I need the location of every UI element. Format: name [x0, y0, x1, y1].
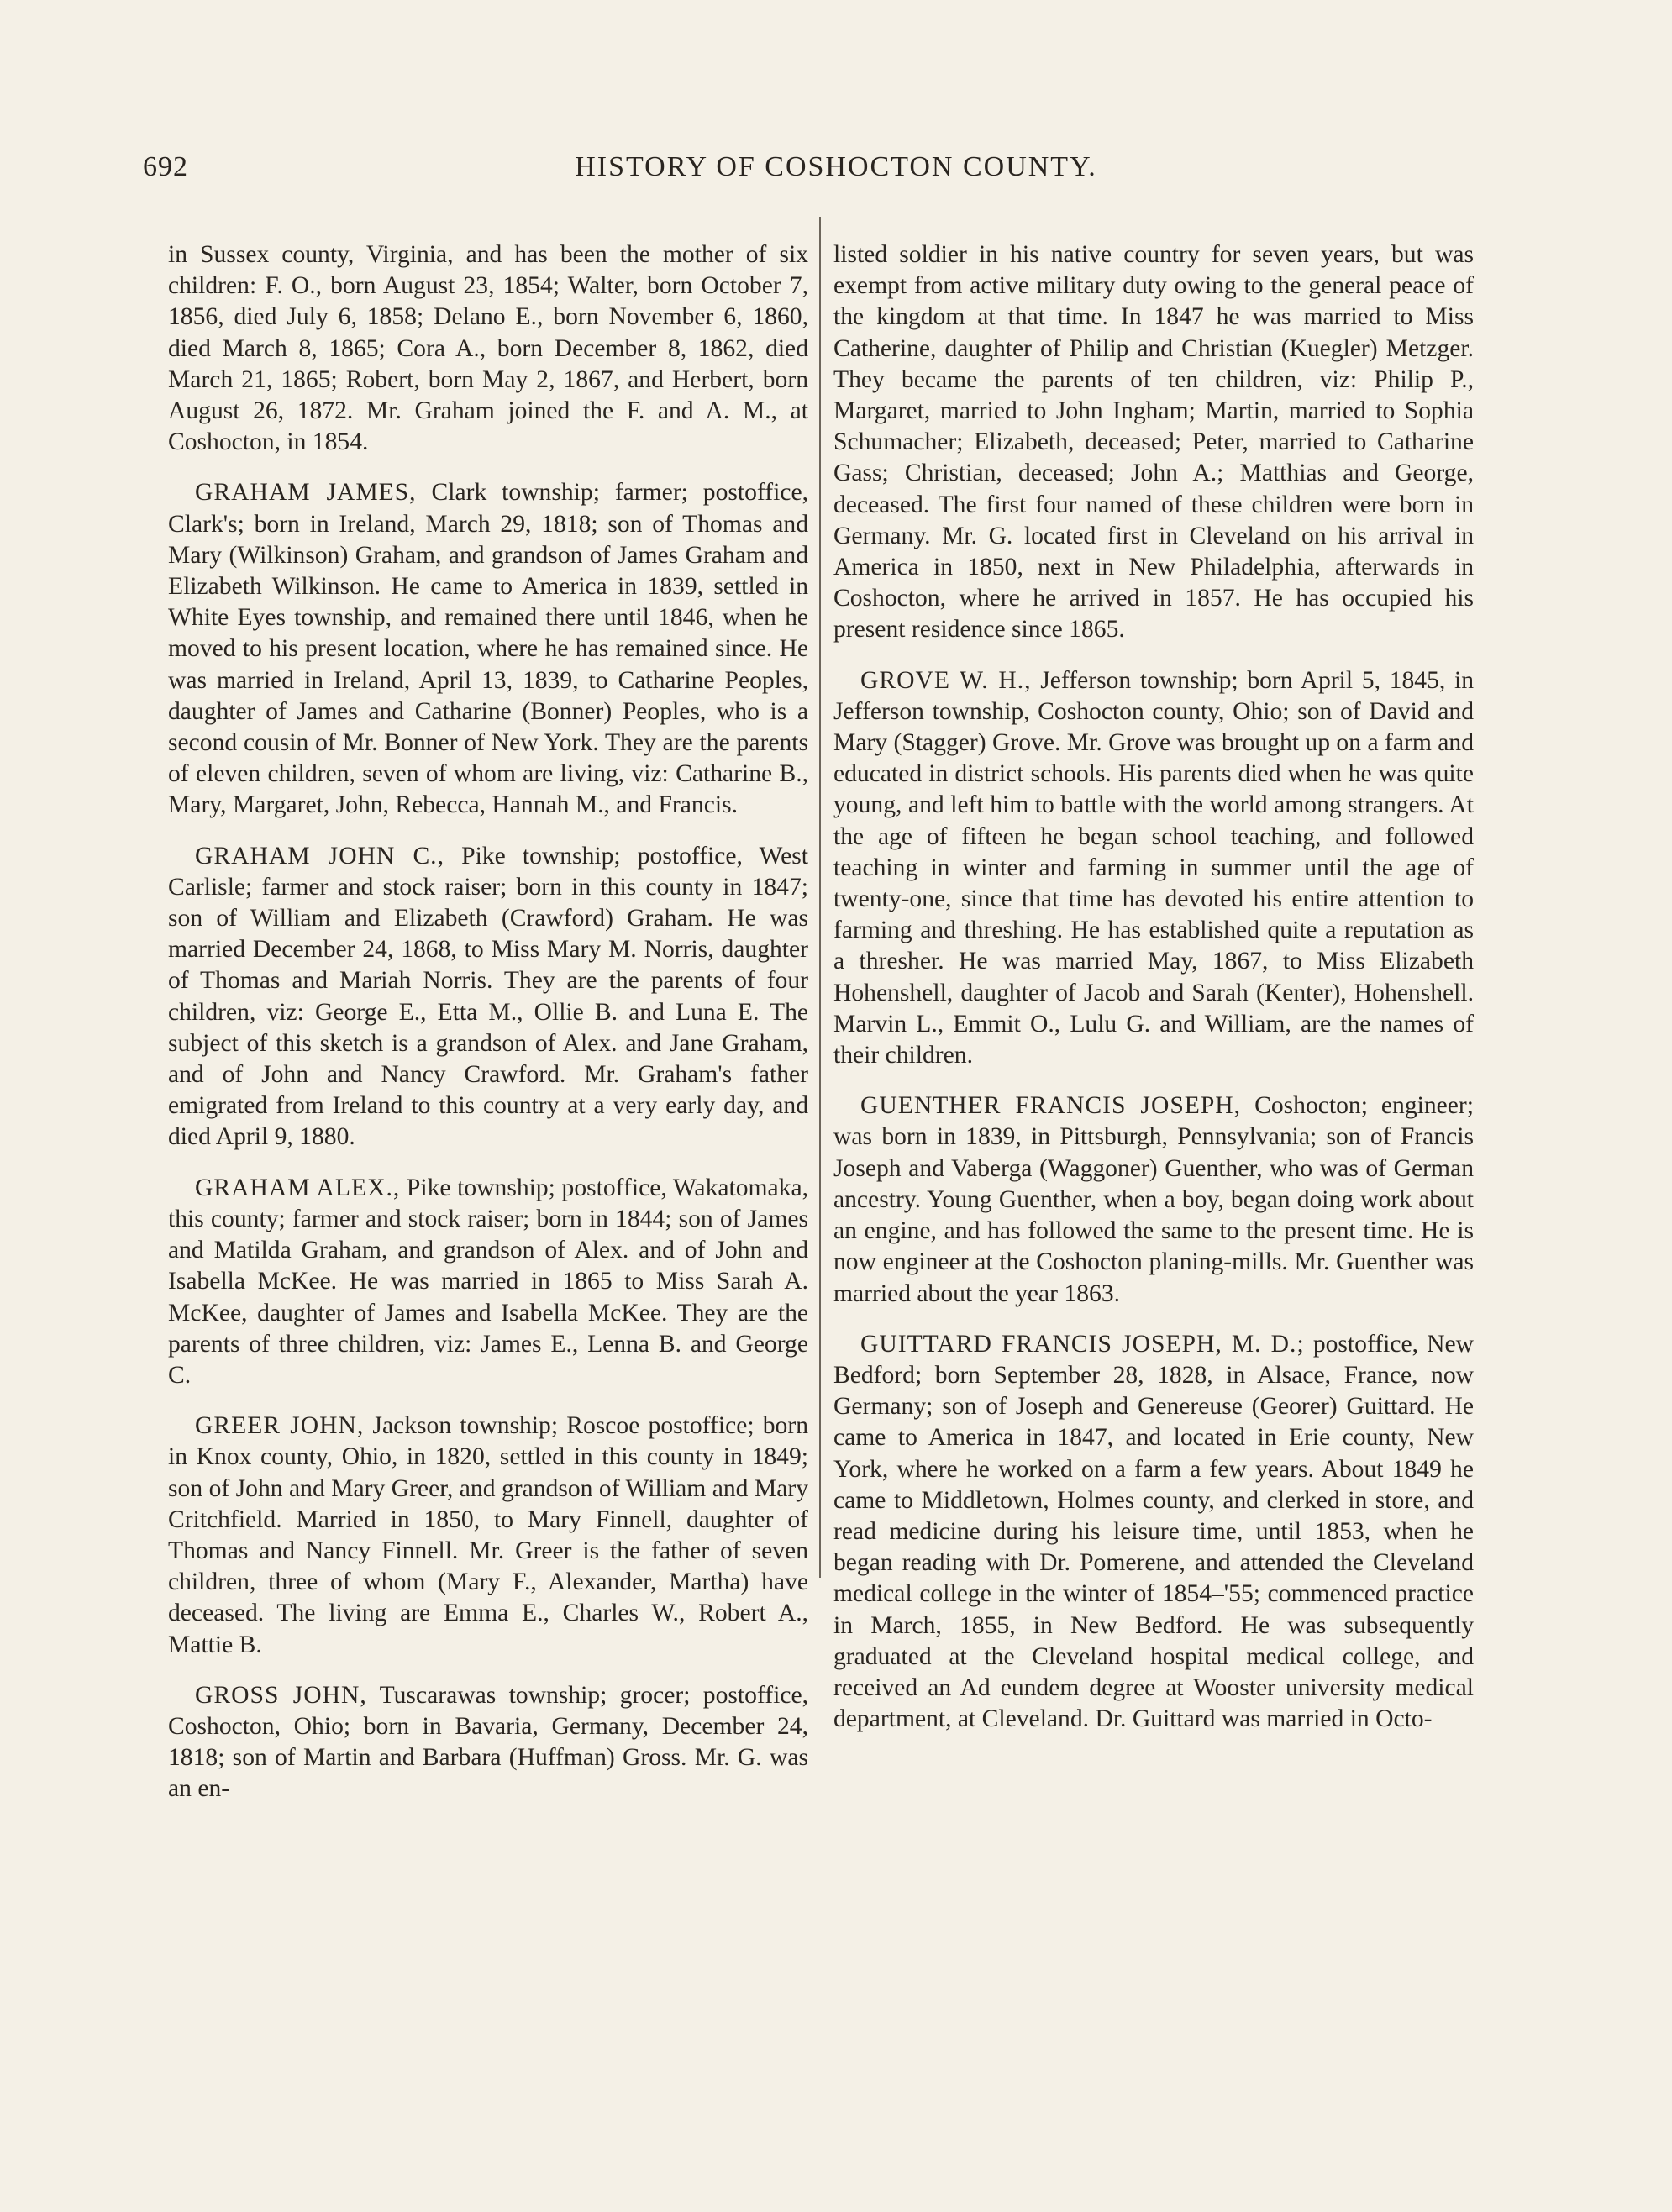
continuation-paragraph: listed soldier in his native country for seven years, but was exempt from active military duty owing to the general peace of the kingdom at that time. In 1847 he was married to Miss Catherine, daughter of Philip and Christian (Kuegler) Metzger. They became the parents of ten children, viz: Philip P., Margaret, married to John Ingham; Martin, married to Sophia Schumacher; Elizabeth, deceased; Peter, married to Catharine Gass; Christian, deceased; John A.; Matthias and George, deceased. The first four named of these children were born in Germany. Mr. G. located first in Cleveland on his arrival in America in 1850, next in New Philadelphia, afterwards in Coshocton, where he arrived in 1857. He has occupied his present residence since 1865.: [833, 241, 1474, 644]
column-rule: [819, 217, 821, 1578]
entry-gross-john: [168, 1680, 808, 1805]
entry-text: Pike township; postoffice, West Carlisle; farmer and stock raiser; born in this county in 1847; son of William and Elizabeth (Crawford) Graham. He was married December 24, 1868, to Miss Mary M. Norris, daughter of Thomas and Mariah Norris. They are the parents of four children, viz: George E., Etta M., Ollie B. and Luna E. The subject of this sketch is a grandson of Alex. and Jane Graham, and of John and Nancy Crawford. Mr. Graham's father emigrated from Ireland to this country at a very early day, and died April 9, 1880.: [168, 842, 808, 1151]
entry-text: Clark township; farmer; postoffice, Clark's; born in Ireland, March 29, 1818; son of Thomas and Mary (Wilkinson) Graham, and grandson of James Graham and Elizabeth Wilkinson. He came to America in 1839, settled in White Eyes township, and remained there until 1846, when he moved to his present location, where he has remained since. He was married in Ireland, April 13, 1839, to Catharine Peoples, daughter of James and Catharine (Bonner) Peoples, who is a second cousin of Mr. Bonner of New York. They are the parents of eleven children, seven of whom are living, viz: Catharine B., Mary, Margaret, John, Rebecca, Hannah M., and Francis.: [168, 479, 809, 819]
entry-graham-alex: [168, 1173, 808, 1391]
entry-lead: GUITTARD FRANCIS JOSEPH, M. D.;: [860, 1330, 1305, 1358]
entry-lead: GRAHAM JOHN C.,: [195, 842, 444, 870]
entry-text: Jackson township; Roscoe postoffice; born in Knox county, Ohio, in 1820, settled in this county in 1849; son of John and Mary Greer, and grandson of William and Mary Critchfield. Married in 1850, to Mary Finnell, daughter of Thomas and Nancy Finnell. Mr. Greer is the father of seven children, three of whom (Mary F., Alexander, Martha) have deceased. The living are Emma E., Charles W., Robert A., Mattie B.: [168, 1412, 808, 1658]
running-head: HISTORY OF COSHOCTON COUNTY.: [575, 151, 1097, 182]
entry-guenther-francis: [833, 1090, 1474, 1309]
entry-greer-john: [168, 1411, 808, 1661]
entry-graham-james: [168, 477, 808, 821]
entry-grove-wh: [833, 665, 1474, 1072]
page-number: 692: [143, 151, 188, 182]
entry-text: Tuscarawas township; grocer; postoffice, Coshocton, Ohio; born in Bavaria, Germany, December 24, 1818; son of Martin and Barbara (Huffman) Gross. Mr. G. was an en-: [168, 1681, 808, 1803]
entry-text: Pike township; postoffice, Wakatomaka, this county; farmer and stock raiser; born in 1844; son of James and Matilda Graham, and grandson of Alex. and of John and Isabella McKee. He was married in 1865 to Miss Sarah A. McKee, daughter of James and Isabella McKee. They are the parents of three children, viz: James E., Lenna B. and George C.: [168, 1174, 808, 1389]
continuation-paragraph: in Sussex county, Virginia, and has been the mother of six children: F. O., born August 23, 1854; Walter, born October 7, 1856, died July 6, 1858; Delano E., born November 6, 1860, died March 8, 1865; Cora A., born December 8, 1862, died March 21, 1865; Robert, born May 2, 1867, and Herbert, born August 26, 1872. Mr. Graham joined the F. and A. M., at Coshocton, in 1854.: [168, 241, 808, 456]
entry-text: Coshocton; engineer; was born in 1839, in Pittsburgh, Pennsylvania; son of Francis Joseph and Vaberga (Waggoner) Guenther, who was of German ancestry. Young Guenther, when a boy, began doing work about an engine, and has followed the same to the present time. He is now engineer at the Coshocton planing-mills. Mr. Guenther was married about the year 1863.: [833, 1092, 1474, 1307]
entry-text: Jefferson township; born April 5, 1845, in Jefferson township, Coshocton county, Ohio; son of David and Mary (Stagger) Grove. Mr. Grove was brought up on a farm and educated in district schools. His parents died when he was quite young, and left him to battle with the world among strangers. At the age of fifteen he began school teaching, and followed teaching in winter and farming in summer until the age of twenty-one, since that time has devoted his entire attention to farming and threshing. He has established quite a reputation as a thresher. He was married May, 1867, to Miss Elizabeth Hohenshell, daughter of Jacob and Sarah (Kenter), Hohenshell. Marvin L., Emmit O., Lulu G. and William, are the names of their children.: [833, 666, 1474, 1069]
entry-text: postoffice, New Bedford; born September 28, 1828, in Alsace, France, now Germany; son of Joseph and Genereuse (Georer) Guittard. He came to America in 1847, and located in Erie county, New York, where he worked on a farm a few years. About 1849 he came to Middletown, Holmes county, and clerked in store, and read medicine during his leisure time, until 1853, when he began reading with Dr. Pomerene, and attended the Cleveland medical college in the winter of 1854–'55; commenced practice in March, 1855, in New Bedford. He was subsequently graduated at the Cleveland hospital medical college, and received an Ad eundem degree at Wooster university medical department, at Cleveland. Dr. Guittard was married in Octo-: [833, 1330, 1475, 1733]
entry-guittard-francis: [833, 1329, 1474, 1736]
entry-lead: GRAHAM ALEX.,: [195, 1174, 401, 1201]
entry-lead: GROSS JOHN,: [195, 1681, 367, 1709]
entry-lead: GUENTHER FRANCIS JOSEPH,: [860, 1092, 1242, 1120]
entry-lead: GRAHAM JAMES,: [195, 479, 417, 507]
entry-lead: GREER JOHN,: [195, 1412, 365, 1440]
left-column: [168, 239, 808, 1825]
entry-graham-john: [168, 841, 808, 1153]
right-column: [833, 239, 1474, 1754]
entry-lead: GROVE W. H.,: [860, 666, 1032, 694]
